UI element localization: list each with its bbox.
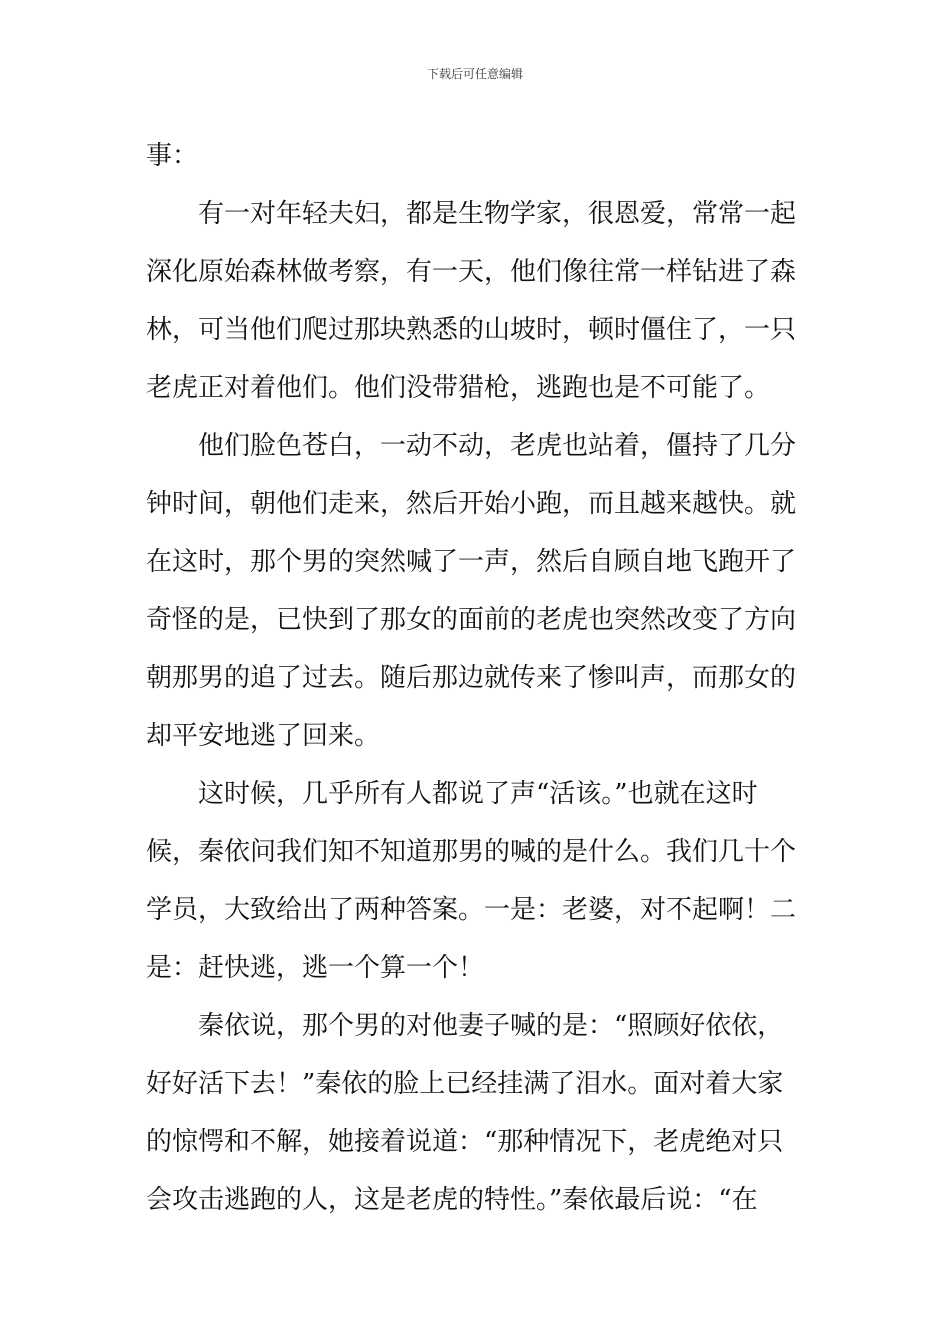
text-line: 会攻击逃跑的人，这是老虎的特性。”秦依最后说：“在 (146, 1185, 758, 1215)
text-line: 老虎正对着他们。他们没带猎枪，逃跑也是不可能了。 (146, 373, 771, 403)
text-line: 深化原始森林做考察，有一天，他们像往常一样钻进了森 (146, 257, 797, 287)
text-line: 好好活下去！”秦依的脸上已经挂满了泪水。面对着大家 (146, 1069, 784, 1099)
paragraph-first-line: 这时候，几乎所有人都说了声“活该。”也就在这时 (198, 779, 758, 809)
text-line: 林，可当他们爬过那块熟悉的山坡时，顿时僵住了，一只 (146, 315, 797, 345)
page-header: 下载后可任意编辑 (426, 67, 523, 81)
text-line: 钟时间，朝他们走来，然后开始小跑，而且越来越快。就 (146, 489, 797, 519)
text-line: 在这时，那个男的突然喊了一声，然后自顾自地飞跑开了 (146, 547, 797, 577)
text-line: 却平安地逃了回来。 (146, 721, 381, 751)
text-line: 学员，大致给出了两种答案。一是：老婆，对不起啊！二 (146, 895, 797, 925)
text-line: 是：赶快逃，逃一个算一个！ (146, 953, 485, 983)
paragraph-first-line: 他们脸色苍白，一动不动，老虎也站着，僵持了几分 (198, 431, 797, 461)
text-line: 事： (146, 141, 199, 171)
text-line: 朝那男的追了过去。随后那边就传来了惨叫声，而那女的 (146, 663, 797, 693)
text-line: 候，秦依问我们知不知道那男的喊的是什么。我们几十个 (146, 837, 797, 867)
text-line: 的惊愕和不解，她接着说道：“那种情况下，老虎绝对只 (146, 1127, 784, 1157)
paragraph-first-line: 有一对年轻夫妇，都是生物学家，很恩爱，常常一起 (198, 199, 797, 229)
paragraph-first-line: 秦依说，那个男的对他妻子喊的是：“照顾好依依， (198, 1011, 784, 1041)
text-line: 奇怪的是，已快到了那女的面前的老虎也突然改变了方向 (146, 605, 797, 635)
document-body (146, 127, 808, 1229)
